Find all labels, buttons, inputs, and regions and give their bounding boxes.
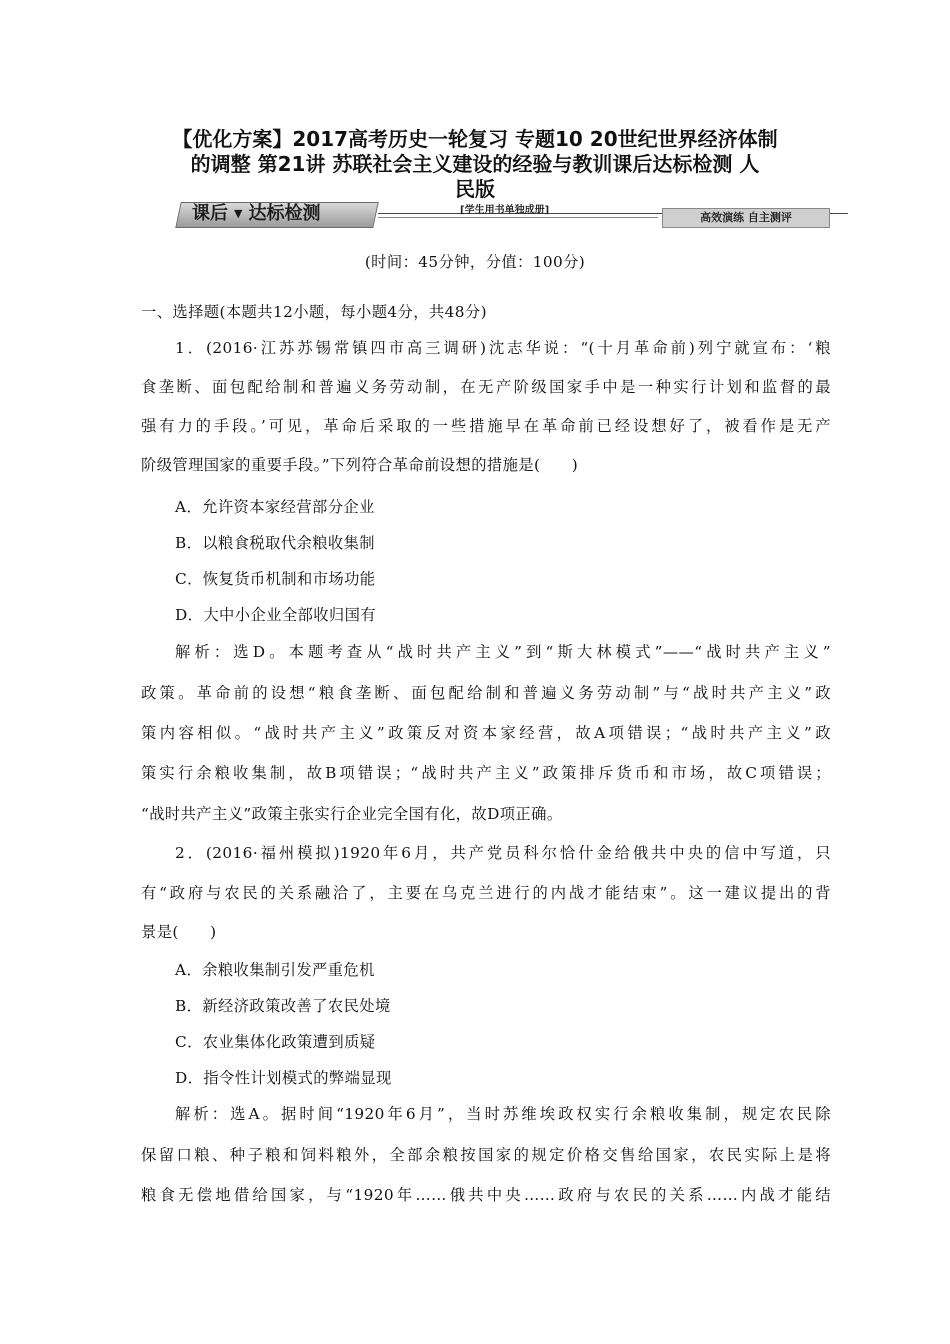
document-title: [110, 127, 840, 202]
banner-tag: 高效演练 自主测评: [662, 208, 830, 228]
title-line-2: 的调整 第21讲 苏联社会主义建设的经验与教训课后达标检测 人: [190, 152, 760, 176]
answer-2-line-1: 解析：选A。据时间“1920年6月”，当时苏维埃政权实行余粮收集制，规定农民除: [175, 1105, 831, 1123]
banner-right-label: 达标检测: [248, 203, 321, 224]
question-1-line-3: 强有力的手段。’可见，革命后采取的一些措施早在革命前已经设想好了，被看作是无产: [141, 417, 831, 435]
answer-1-line-5: “战时共产主义”政策主张实行企业完全国有化，故D项正确。: [141, 805, 563, 823]
question-1-line-4: 阶级管理国家的重要手段。”下列符合革命前设想的措施是( ): [141, 456, 579, 474]
banner-note: [学生用书单独成册]: [460, 205, 550, 216]
banner-heading: [192, 200, 320, 228]
section-banner: [178, 198, 848, 234]
question-1-line-2: 食垄断、面包配给制和普遍义务劳动制，在无产阶级国家手中是一种实行计划和监督的最: [141, 378, 831, 396]
question-1-option-b: B．以粮食税取代余粮收集制: [175, 534, 376, 552]
question-2-option-d: D．指令性计划模式的弊端显现: [175, 1069, 392, 1087]
answer-2-line-2: 保留口粮、种子粮和饲料粮外，全部余粮按国家的规定价格交售给国家，农民实际上是将: [141, 1146, 831, 1164]
banner-rule-secondary: [378, 217, 658, 218]
question-1-option-d: D．大中小企业全部收归国有: [175, 606, 377, 624]
answer-2-line-3: 粮食无偿地借给国家，与“1920年……俄共中央……政府与农民的关系……内战才能结: [141, 1186, 831, 1204]
answer-1-line-2: 政策。革命前的设想“粮食垄断、面包配给制和普遍义务劳动制”与“战时共产主义”政: [141, 684, 831, 702]
answer-1-line-1: 解析：选D。本题考查从“战时共产主义”到“斯大林模式”——“战时共产主义”: [175, 643, 831, 661]
question-2-line-2: 有“政府与农民的关系融洽了，主要在乌克兰进行的内战才能结束”。这一建议提出的背: [141, 884, 831, 902]
title-line-3: 民版: [455, 177, 495, 201]
triangle-down-icon: ▼: [234, 207, 243, 220]
question-1-option-a: A．允许资本家经营部分企业: [175, 498, 375, 516]
answer-1-line-3: 策内容相似。“战时共产主义”政策反对资本家经营，故A项错误；“战时共产主义”政: [141, 724, 831, 742]
title-line-1: 【优化方案】2017高考历史一轮复习 专题10 20世纪世界经济体制: [172, 127, 778, 151]
question-2-line-3: 景是( ): [141, 923, 217, 941]
section-heading: 一、选择题(本题共12小题，每小题4分，共48分): [141, 303, 487, 321]
question-2-option-a: A．余粮收集制引发严重危机: [175, 961, 375, 979]
question-2-option-c: C．农业集体化政策遭到质疑: [175, 1033, 376, 1051]
banner-left-label: 课后: [192, 203, 228, 224]
question-1-line-1: 1．(2016·江苏苏锡常镇四市高三调研)沈志华说：“(十月革命前)列宁就宣布：‘粮: [175, 339, 831, 357]
question-2-line-1: 2．(2016·福州模拟)1920年6月，共产党员科尔恰什金给俄共中央的信中写道，只: [175, 844, 831, 862]
time-score-info: (时间：45分钟，分值：100分): [364, 253, 586, 271]
answer-1-line-4: 策实行余粮收集制，故B项错误；“战时共产主义”政策排斥货币和市场，故C项错误；: [141, 764, 831, 782]
question-2-option-b: B．新经济政策改善了农民处境: [175, 997, 391, 1015]
question-1-option-c: C．恢复货币机制和市场功能: [175, 570, 376, 588]
